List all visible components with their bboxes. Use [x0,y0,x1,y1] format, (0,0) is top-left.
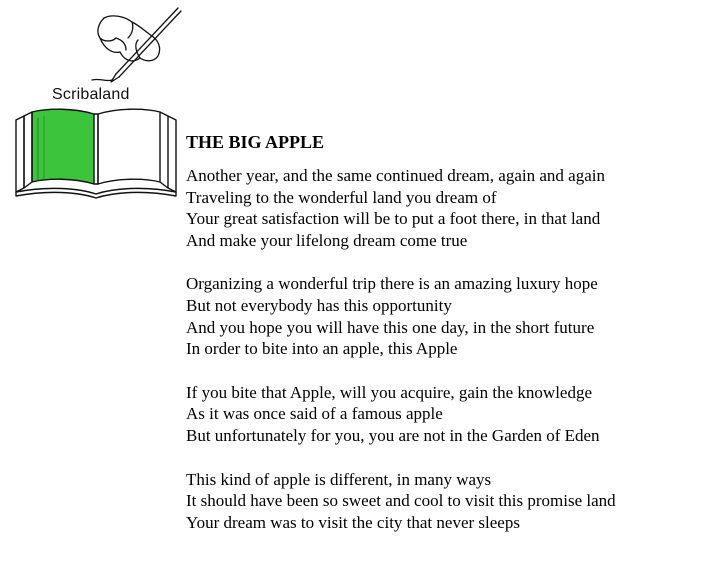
poem-line: But not everybody has this opportunity [186,295,452,315]
brand-name: Scribaland [52,86,130,103]
poem-line: Traveling to the wonderful land you dream of [186,187,497,207]
scribaland-logo [8,4,188,204]
stanza [186,273,716,359]
stanza [186,382,716,447]
stanza [186,165,716,251]
poem-line: If you bite that Apple, will you acquire, gain the knowledge [186,382,593,402]
poem-line: Your great satisfaction will be to put a foot there, in that land [186,209,601,229]
hand-writing-icon [8,4,188,204]
poem-line: Organizing a wonderful trip there is an amazing luxury hope [186,274,598,294]
stanza [186,469,716,534]
poem-line: Another year, and the same continued dream, again and again [186,166,605,185]
poem-line: This kind of apple is different, in many ways [186,469,492,489]
poem-line: And make your lifelong dream come true [186,230,468,250]
poem [186,131,716,533]
poem-title: THE BIG APPLE [186,132,325,152]
poem-line: As it was once said of a famous apple [186,404,443,424]
poem-line: It should have been so sweet and cool to visit this promise land [186,491,616,511]
poem-line: Your dream was to visit the city that never sleeps [186,512,520,532]
poem-line: And you hope you will have this one day, in the short future [186,317,595,337]
poem-line: But unfortunately for you, you are not in the Garden of Eden [186,425,600,445]
poem-line: In order to bite into an apple, this Apple [186,339,458,359]
